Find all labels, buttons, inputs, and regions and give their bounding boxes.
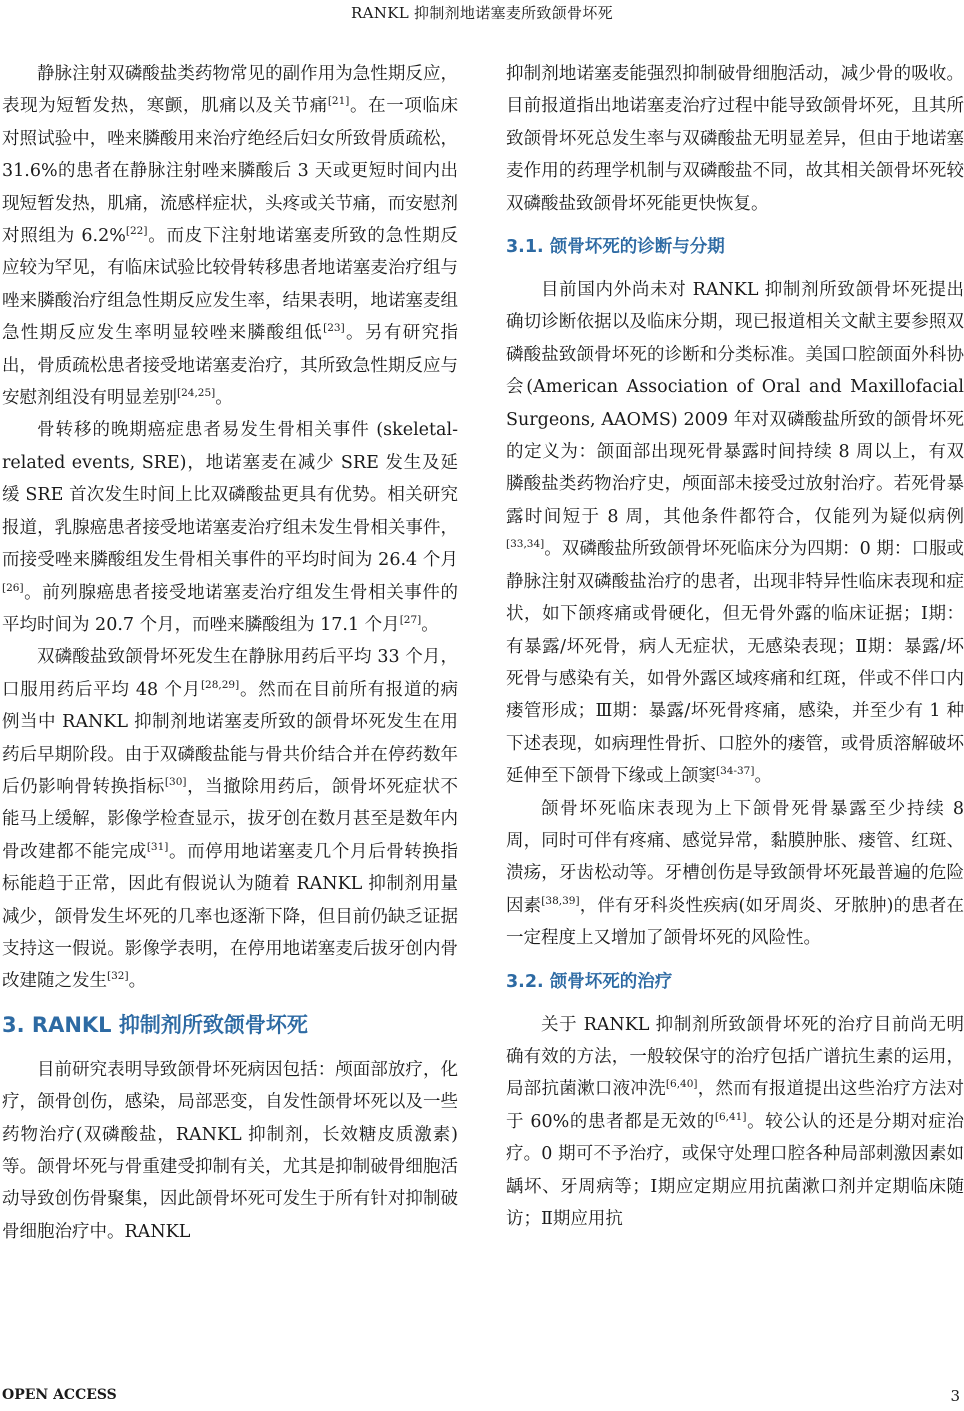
citation-ref: [32] <box>107 970 129 983</box>
citation-ref: [28,29] <box>200 678 240 691</box>
paragraph <box>506 793 964 955</box>
text-run: 。而皮下注射地诺塞麦所致的急性期反应较为罕见，有临床试验比较骨转移患者地诺塞麦治疗组与唑来膦酸治疗组急性期反应发生率，结果表明，地诺塞麦组急性期反应发生率明显较唑来膦酸组低 <box>2 226 459 344</box>
text-run: 静脉注射双磷酸盐类药物常见的副作用为急性期反应，表现为短暂发热，寒颤，肌痛以及关节痛 <box>2 64 458 117</box>
citation-ref: [27] <box>399 613 422 626</box>
citation-ref: [34-37] <box>716 765 755 778</box>
citation-ref: [22] <box>125 225 148 238</box>
text-run: 。然而在目前所有报道的病例当中 RANKL 抑制剂地诺塞麦所致的颌骨坏死发生在用药后早期阶段。由于双磷酸盐能与骨共价结合并在停药数年后仍影响骨转换指标 <box>2 679 458 797</box>
citation-ref: [6,41] <box>714 1110 747 1123</box>
left-column <box>2 58 458 1248</box>
citation-ref: [26] <box>2 581 24 594</box>
section-heading: 3. RANKL 抑制剂所致颌骨坏死 <box>2 1012 308 1037</box>
page-number: 3 <box>950 1387 960 1405</box>
citation-ref: [23] <box>323 322 345 335</box>
paragraph <box>506 58 964 220</box>
subsection-heading: 3.2. 颌骨坏死的治疗 <box>506 971 673 992</box>
text-run: 。另有研究指出，骨质疏松患者接受地诺塞麦治疗，其所致急性期反应与安慰剂组没有明显差别 <box>2 323 459 409</box>
citation-ref: [21] <box>327 95 350 108</box>
running-title: RANKL 抑制剂地诺塞麦所致颌骨坏死 <box>351 4 613 22</box>
citation-ref: [24,25] <box>177 387 216 400</box>
citation-ref: [6,40] <box>665 1078 698 1091</box>
text-run: 抑制剂地诺塞麦能强烈抑制破骨细胞活动，减少骨的吸收。目前报道指出地诺塞麦治疗过程中能导致颌骨坏死，且其所致颌骨坏死总发生率与双磷酸盐无明显差异，但由于地诺塞麦作用的药理学机制与双磷酸盐不同，故其相关颌骨坏死较双磷酸盐致颌骨坏死能更快恢复。 <box>506 64 964 214</box>
text-run: 。 <box>421 614 439 635</box>
text-run: 。 <box>754 766 772 787</box>
text-run: ，伴有牙科炎性疾病(如牙周炎、牙脓肿)的患者在一定程度上又增加了颌骨坏死的风险性。 <box>506 895 964 949</box>
text-run: 目前国内外尚未对 RANKL 抑制剂所致颌骨坏死提出确切诊断依据以及临床分期，现已报道相关文献主要参照双磷酸盐致颌骨坏死的诊断和分类标准。美国口腔颌面外科协会(American Association of Oral and Maxillofacial Surgeons, AAOMS) 2009 年对双磷酸盐所致的颌骨坏死的定义为：颌面部出现死骨暴露时间持续 8 周以上，有双膦酸盐类药物治疗史，颅面部未接受过放射治疗。若死骨暴露时间短于 8 周，其他条件都符合，仅能列为疑似病例 <box>506 280 964 527</box>
text-run: 目前研究表明导致颌骨坏死病因包括：颅面部放疗，化疗，颌骨创伤，感染，局部恶变，自发性颌骨坏死以及一些药物治疗(双磷酸盐，RANKL 抑制剂，长效糖皮质激素)等。颌骨坏死与骨重建受抑制有关，尤其是抑制破骨细胞活动导致创伤骨聚集，因此颌骨坏死可发生于所有针对抑制破骨细胞治疗中。RANKL <box>2 1059 458 1242</box>
text-run: 关于 RANKL 抑制剂所致颌骨坏死的治疗目前尚无明确有效的方法，一般较保守的治疗包括广谱抗生素的运用，局部抗菌漱口液冲洗 <box>506 1014 964 1100</box>
text-run: ，然而有报道提出这些治疗方法对于 60%的患者都是无效的 <box>506 1079 964 1132</box>
paragraph <box>506 274 964 793</box>
text-run: 。而停用地诺塞麦几个月后骨转换指标能趋于正常，因此有假说认为随着 RANKL 抑制剂用量减少，颌骨发生坏死的几率也逐渐下降，但目前仍缺乏证据支持这一假说。影像学表明，在停用地诺塞麦后拔牙创内骨改建随之发生 <box>2 841 458 992</box>
paragraph <box>2 414 458 641</box>
text-run: ，当撤除用药后，颌骨坏死症状不能马上缓解，影像学检查显示，拔牙创在数月甚至是数年内骨改建都不能完成 <box>2 776 459 862</box>
paragraph <box>2 1054 458 1248</box>
subsection-heading: 3.1. 颌骨坏死的诊断与分期 <box>506 237 725 258</box>
paragraph <box>2 641 458 997</box>
citation-ref: [38,39] <box>541 894 580 907</box>
text-run: 。双磷酸盐所致颌骨坏死临床分为四期：0 期：口服或静脉注射双磷酸盐治疗的患者，出现非特异性临床表现和症状，如下颌疼痛或骨硬化，但无骨外露的临床证据；Ⅰ期：有暴露/坏死骨，病人无症状，无感染表现；Ⅱ期：暴露/坏死骨与感染有关，如骨外露区域疼痛和红斑，伴或不伴口内瘘管形成；Ⅲ期：暴露/坏死骨疼痛，感染，并至少有 1 种下述表现，如病理性骨折、口腔外的瘘管，或骨质溶解破坏延伸至下颌骨下缘或上颌窦 <box>506 539 964 787</box>
citation-ref: [30] <box>164 775 187 788</box>
paragraph <box>2 58 458 414</box>
text-run: 骨转移的晚期癌症患者易发生骨相关事件 (skeletal-related events, SRE)，地诺塞麦在减少 SRE 发生及延缓 SRE 首次发生时间上比双磷酸盐更具有优势。相关研究报道，乳腺癌患者接受地诺塞麦治疗组未发生骨相关事件，而接受唑来膦酸组发生骨相关事件的平均时间为 26.4 个月 <box>2 420 458 571</box>
journal-label: OPEN ACCESS <box>2 1387 117 1403</box>
citation-ref: [31] <box>146 840 169 853</box>
text-run: 。较公认的还是分期对症治疗。0 期可不予治疗，或保守处理口腔各种局部刺激因素如龋坏、牙周病等；Ⅰ期应定期应用抗菌漱口剂并定期临床随访；Ⅱ期应用抗 <box>506 1111 964 1229</box>
paragraph <box>506 1009 964 1236</box>
citation-ref: [33,34] <box>506 538 545 551</box>
text-run: 。 <box>128 971 147 992</box>
text-run: 。在一项临床对照试验中，唑来膦酸用来治疗绝经后妇女所致骨质疏松，31.6%的患者在静脉注射唑来膦酸后 3 天或更短时间内出现短暂发热，肌痛，流感样症状，头疼或关节痛，而安慰剂对照组为 6.2% <box>2 96 458 247</box>
text-run: 双磷酸盐致颌骨坏死发生在静脉用药后平均 33 个月，口服用药后平均 48 个月 <box>2 647 458 700</box>
right-column <box>506 58 964 1235</box>
text-run: 。前列腺癌患者接受地诺塞麦治疗组发生骨相关事件的平均时间为 20.7 个月，而唑来膦酸组为 17.1 个月 <box>2 582 458 635</box>
text-run: 。 <box>215 388 233 409</box>
text-run: 颌骨坏死临床表现为上下颌骨死骨暴露至少持续 8 周，同时可伴有疼痛、感觉异常，黏膜肿胀、瘘管、红斑、溃疡，牙齿松动等。牙槽创伤是导致颌骨坏死最普遍的危险因素 <box>506 798 964 916</box>
